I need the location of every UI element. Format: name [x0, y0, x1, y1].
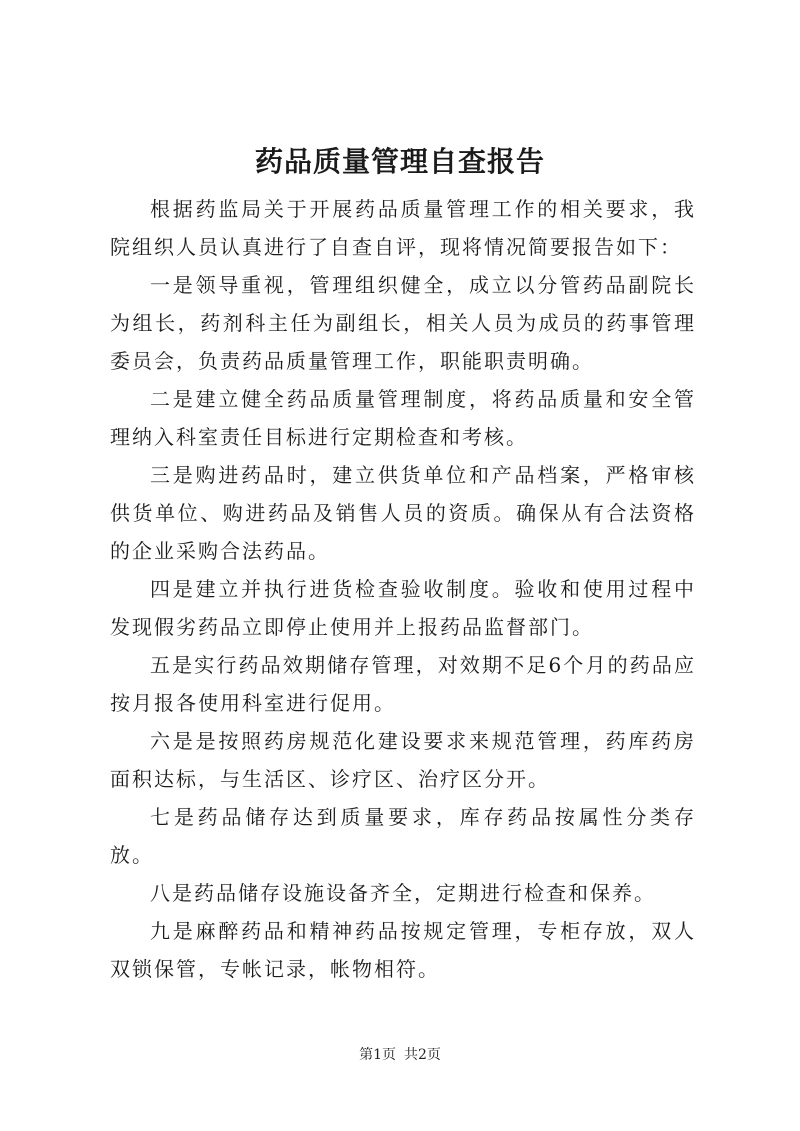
page-total: 共2页: [404, 1047, 441, 1063]
paragraph-item-4: 四是建立并执行进货检查验收制度。验收和使用过程中发现假劣药品立即停止使用并上报药品监督部门。: [110, 577, 696, 639]
paragraph-item-8: 八是药品储存设施设备齐全，定期进行检查和保养。: [150, 881, 656, 905]
paragraph-item-3: 三是购进药品时，建立供货单位和产品档案，严格审核供货单位、购进药品及销售人员的资质。确保从有合法资格的企业采购合法药品。: [110, 463, 696, 563]
paragraph-item-6: 六是是按照药房规范化建设要求来规范管理，药库药房面积达标，与生活区、诊疗区、治疗区分开。: [110, 729, 696, 791]
paragraph-item-2: 二是建立健全药品质量管理制度，将药品质量和安全管理纳入科室责任目标进行定期检查和考核。: [110, 387, 696, 449]
paragraph-item-5: 五是实行药品效期储存管理，对效期不足6个月的药品应按月报各使用科室进行促用。: [110, 653, 696, 715]
paragraph-item-9: 九是麻醉药品和精神药品按规定管理，专柜存放，双人双锁保管，专帐记录，帐物相符。: [110, 919, 696, 981]
page-number: 第1页: [359, 1047, 396, 1063]
document-body: [110, 190, 696, 988]
page-footer: [0, 1045, 800, 1065]
document-title: 药品质量管理自查报告: [254, 145, 545, 178]
paragraph-item-7: 七是药品储存达到质量要求，库存药品按属性分类存放。: [110, 805, 696, 867]
paragraph-intro: 根据药监局关于开展药品质量管理工作的相关要求，我院组织人员认真进行了自查自评，现将情况简要报告如下：: [110, 197, 696, 259]
paragraph-item-1: 一是领导重视，管理组织健全，成立以分管药品副院长为组长，药剂科主任为副组长，相关人员为成员的药事管理委员会，负责药品质量管理工作，职能职责明确。: [110, 273, 696, 373]
